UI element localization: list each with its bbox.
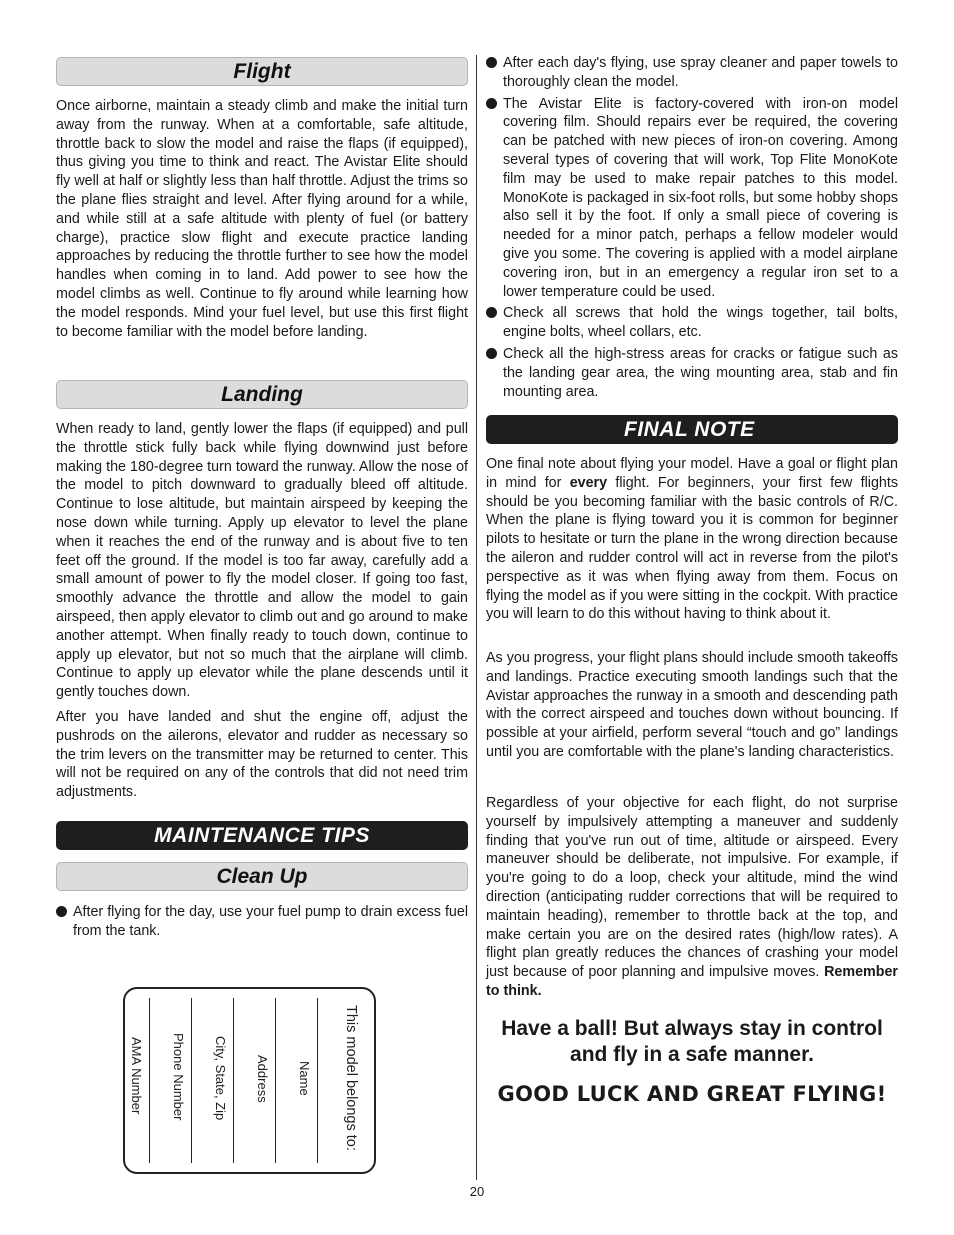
bullet-icon	[486, 98, 497, 109]
page-number: 20	[469, 1184, 485, 1199]
landing-paragraph-2: After you have landed and shut the engine off, adjust the pushrods on the ailerons, elevator and rudder as necessary so the trim levers on the transmitter may be returned to center. This will not be required on any of the controls that did not need trim adjustments.	[56, 709, 468, 801]
card-field-line	[233, 998, 234, 1163]
list-item	[486, 345, 898, 401]
paragraph-text: One final note about flying your model. Have a goal or flight plan in mind for	[486, 456, 898, 491]
final-note-heading: FINAL NOTE	[486, 415, 898, 444]
bullet-text: Check all screws that hold the wings together, tail bolts, engine bolts, wheel collars, etc.	[503, 305, 898, 341]
list-item	[486, 95, 898, 302]
clean-up-list	[56, 903, 468, 944]
closing-line-2: and fly in a safe manner.	[570, 1043, 814, 1066]
final-note-paragraph-2: As you progress, your flight plans should include smooth takeoffs and landings. Practice executing smooth landings such that the Avistar approaches the runway in a smooth and descending path with the correct airspeed and touches down without bouncing. If possible at your airfield, perform several “touch and go” landings until you are comfortable with the plane's landing characteristics.	[486, 650, 898, 760]
clean-up-heading: Clean Up	[56, 862, 468, 891]
card-label-city-state-zip: City, State, Zip	[213, 1036, 228, 1121]
bullet-text: After flying for the day, use your fuel pump to drain excess fuel from the tank.	[73, 904, 468, 939]
flight-heading: Flight	[56, 57, 468, 86]
bullet-icon	[56, 906, 67, 917]
bullet-icon	[486, 307, 497, 318]
card-field-line	[149, 998, 150, 1163]
paragraph-text: flight. For beginners, your first few flights should be you becoming familiar with the basic controls of R/C. When the plane is flying toward you it is common for beginner pilots to hesitate or turn the plane in the wrong direction because the aileron and rudder control will act in reverse from the pilot's perspective as it was when flying away from them. Focus on flying the model as if you were sitting in the cockpit. With practice you will learn to do this without having to think about it.	[486, 474, 898, 623]
good-luck-banner: GOOD LUCK AND GREAT FLYING!	[497, 1082, 887, 1106]
column-divider	[476, 55, 477, 1180]
landing-heading: Landing	[56, 380, 468, 409]
final-note-paragraph-1	[486, 455, 898, 624]
list-item	[56, 903, 468, 941]
list-item	[486, 54, 898, 92]
maintenance-bullet-list	[486, 54, 898, 404]
card-field-line	[275, 998, 276, 1163]
bullet-text: The Avistar Elite is factory-covered with iron-on model covering film. Should repairs ever be required, the covering can be patched with new pieces of iron-on covering. Among several types of covering that will work, Top Flite MonoKote film may be used to make repair patches to this model. MonoKote is packaged in six-foot rolls, but some hobby shops also sell it by the foot. If only a small piece of covering is needed for a minor patch, perhaps a fellow modeler would give you some. The covering is applied with a model airplane covering iron, but in an emergency a regular iron set to a lower temperature could be used.	[503, 95, 898, 300]
ownership-card	[123, 987, 376, 1174]
closing-line-1: Have a ball! But always stay in control	[501, 1017, 883, 1040]
emphasis-text: every	[569, 474, 608, 491]
card-label-address: Address	[255, 1055, 270, 1103]
bullet-text: After each day's flying, use spray cleaner and paper towels to thoroughly clean the model.	[503, 55, 898, 90]
card-label-ama-number: AMA Number	[129, 1037, 144, 1115]
card-title: This model belongs to:	[343, 1005, 359, 1151]
card-label-name: Name	[297, 1061, 312, 1096]
bullet-icon	[486, 57, 497, 68]
final-note-paragraph-3	[486, 794, 898, 1001]
list-item	[486, 304, 898, 342]
card-field-line	[191, 998, 192, 1163]
paragraph-text: Regardless of your objective for each flight, do not surprise yourself by impulsively attempting a maneuver and suddenly finding that you've run out of time, altitude or airspeed. Every maneuver should be deliberate, not impulsive. For example, if you're going to do a loop, check your altitude, mind the wind direction (anticipating rudder corrections that will be required to maintain heading), remember to throttle back at the top, and make certain you are on the desired rates (high/low rates). A flight plan greatly reduces the chances of crashing your model just because of poor planning and impulsive moves.	[486, 795, 898, 981]
remember-to-think: Remember to think.	[486, 964, 898, 999]
bullet-text: Check all the high-stress areas for cracks or fatigue such as the landing gear area, the wing mounting area, stab and fin mounting area.	[503, 345, 898, 400]
bullet-icon	[486, 348, 497, 359]
maintenance-tips-heading: MAINTENANCE TIPS	[56, 821, 468, 850]
landing-paragraph-1: When ready to land, gently lower the flaps (if equipped) and pull the throttle stick fully back while flying downwind just before making the 180-degree turn toward the runway. Allow the nose of the model to pitch downward to gradually bleed off altitude. Continue to lose altitude, but maintain airspeed by keeping the nose down while turning. Apply up elevator to level the plane when it reaches the end of the runway and is about five to ten feet off the ground. If the model is too far away, carefully add a small amount of power to fly the model closer. If going too fast, smoothly advance the throttle and allow the model to gain airspeed, then apply elevator to climb out and go around to make another attempt. When finally ready to touch down, continue to apply up elevator, but not so much that the airplane will climb. Continue to apply up elevator while the plane descends until it gently touches down.	[56, 421, 468, 701]
flight-paragraph: Once airborne, maintain a steady climb and make the initial turn away from the runway. When at a comfortable, safe altitude, throttle back to slow the model and raise the flaps (if equipped), thus giving you time to think and react. The Avistar Elite should fly well at half or slightly less than half throttle. Adjust the trims so the plane flies straight and level. After flying around for a while, and while still at a safe altitude with plenty of fuel (or battery charge), practice slow flight and execute practice landing approaches by reducing the throttle further to see how the model handles when coming in to land. Add power to see how the model climbs as well. Continue to fly around while learning how the model responds. Mind your fuel level, but use this first flight to become familiar with the model before landing.	[56, 98, 468, 340]
card-label-phone-number: Phone Number	[171, 1033, 186, 1121]
card-field-line	[317, 998, 318, 1163]
